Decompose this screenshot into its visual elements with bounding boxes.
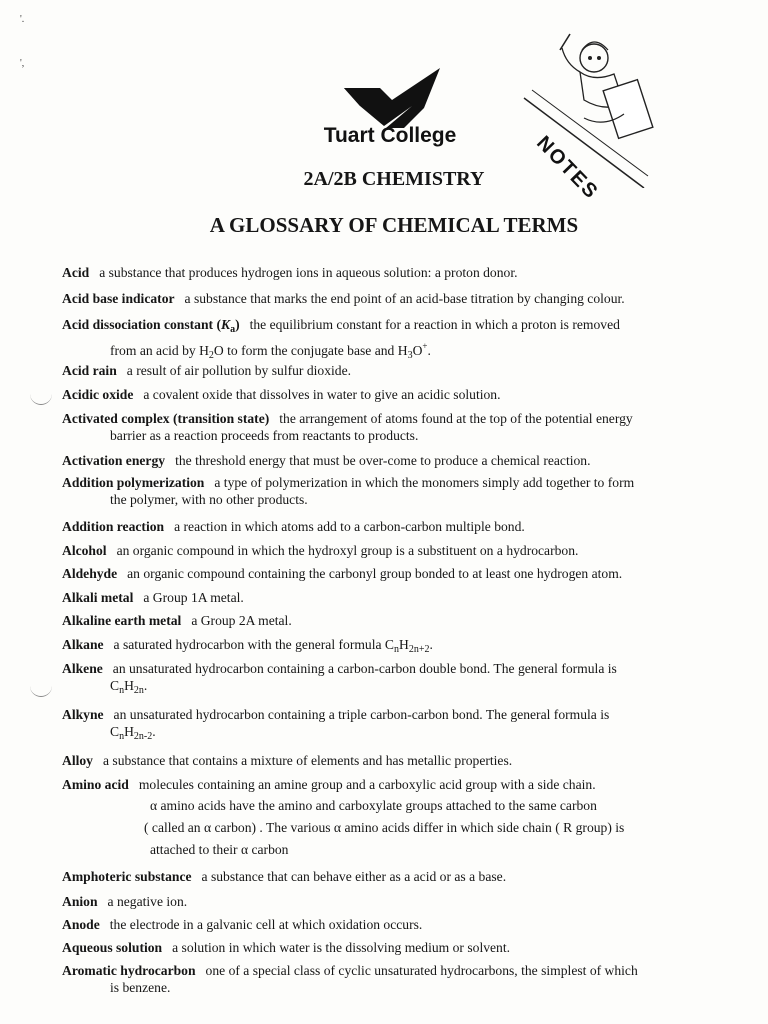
notes-cartoon [520, 28, 660, 188]
glossary-term: Aromatic hydrocarbon [62, 963, 196, 978]
glossary-entry [62, 565, 622, 582]
glossary-definition: a Group 2A metal. [191, 613, 292, 628]
glossary-term: Alkali metal [62, 590, 134, 605]
glossary-definition: an unsaturated hydrocarbon containing a triple carbon-carbon bond. The general formula is [113, 707, 610, 722]
glossary-entry [62, 962, 638, 996]
glossary-definition: an organic compound containing the carbonyl group bonded to at least one hydrogen atom. [127, 566, 623, 581]
glossary-entry [62, 589, 244, 606]
glossary-term: Addition reaction [62, 519, 165, 534]
glossary-definition: a result of air pollution by sulfur dioxide. [126, 363, 352, 378]
glossary-term: Alkaline earth metal [62, 613, 182, 628]
glossary-definition-cont: ( called an α carbon) . The various α amino acids differ in which side chain ( R group) is [144, 820, 625, 835]
glossary-term: Activation energy [62, 453, 166, 468]
glossary-term: Acid rain [62, 363, 117, 378]
glossary-definition: molecules containing an amine group and a carboxylic acid group with a side chain. [138, 777, 596, 792]
glossary-entry [62, 706, 609, 745]
scan-artifact-2 [30, 684, 52, 697]
glossary-definition-cont: from an acid by $H_2O$ to form the conjugate base and $H_3O^+$. [110, 341, 431, 361]
glossary-term: Anion [62, 894, 98, 909]
notes-badge: NOTES [532, 132, 603, 205]
glossary-term: Anode [62, 917, 100, 932]
glossary-definition: an unsaturated hydrocarbon containing a carbon-carbon double bond. The general formula is [112, 661, 617, 676]
glossary-entry [62, 518, 525, 535]
glossary-definition: a type of polymerization in which the monomers simply add together to form [214, 475, 635, 490]
glossary-definition: a covalent oxide that dissolves in water to give an acidic solution. [143, 387, 501, 402]
glossary-term: Aqueous solution [62, 940, 163, 955]
glossary-entry [62, 868, 506, 885]
glossary-entry [62, 916, 422, 933]
glossary-entry [62, 752, 512, 769]
glossary-entry [62, 636, 433, 658]
course-title: 2A/2B CHEMISTRY [303, 168, 485, 190]
glossary-term: Alloy [62, 753, 93, 768]
glossary-definition-cont: barrier as a reaction proceeds from reactants to products. [110, 428, 419, 443]
glossary-definition: the electrode in a galvanic cell at which oxidation occurs. [109, 917, 423, 932]
glossary-definition: the arrangement of atoms found at the top of the potential energy [279, 411, 633, 426]
glossary-term: Addition polymerization [62, 475, 205, 490]
glossary-definition: a Group 1A metal. [143, 590, 244, 605]
page-title: A GLOSSARY OF CHEMICAL TERMS [209, 213, 579, 237]
glossary-definition-cont: $C_nH_{2n-2}$. [110, 724, 156, 742]
glossary-definition-cont: $C_nH_{2n}$. [110, 678, 148, 696]
scan-mark-1: '. [20, 14, 25, 25]
glossary-definition: the threshold energy that must be over-come to produce a chemical reaction. [175, 453, 591, 468]
glossary-definition: a negative ion. [107, 894, 188, 909]
scan-artifact-1 [30, 392, 52, 405]
glossary-entry [62, 893, 187, 910]
glossary-definition: the equilibrium constant for a reaction in which a proton is removed [249, 317, 620, 332]
glossary-definition: a saturated hydrocarbon with the general formula $C_nH_{2n+2}$. [113, 637, 433, 655]
glossary-term: Acid base indicator [62, 291, 175, 306]
glossary-entry [62, 776, 624, 858]
glossary-term: Amphoteric substance [62, 869, 192, 884]
college-name: Tuart College [323, 124, 457, 147]
glossary-definition: a substance that produces hydrogen ions in aqueous solution: a proton donor. [99, 265, 518, 280]
glossary-term: Aldehyde [62, 566, 118, 581]
glossary-entry [62, 316, 620, 364]
glossary-term: Activated complex (transition state) [62, 411, 270, 426]
college-logo [340, 66, 442, 128]
glossary-entry [62, 410, 633, 444]
glossary-definition-cont: the polymer, with no other products. [110, 492, 308, 507]
glossary-term: Alcohol [62, 543, 107, 558]
glossary-definition: a substance that marks the end point of an acid-base titration by changing colour. [184, 291, 625, 306]
glossary-entry [62, 939, 510, 956]
glossary-entry [62, 474, 634, 508]
glossary-entry [62, 612, 292, 629]
glossary-term: Alkene [62, 661, 103, 676]
glossary-term: Amino acid [62, 777, 129, 792]
glossary-term: Acidic oxide [62, 387, 134, 402]
glossary-definition: a solution in which water is the dissolving medium or solvent. [172, 940, 511, 955]
glossary-definition: an organic compound in which the hydroxyl group is a substituent on a hydrocarbon. [116, 543, 579, 558]
glossary-entry [62, 452, 591, 469]
scan-mark-2: ', [20, 58, 25, 69]
glossary-definition-cont: attached to their α carbon [150, 842, 289, 857]
glossary-term: Alkane [62, 637, 104, 652]
glossary-term: Acid dissociation constant $(K_a)$ [62, 317, 240, 335]
glossary-term: Acid [62, 265, 90, 280]
glossary-definition: one of a special class of cyclic unsaturated hydrocarbons, the simplest of which [205, 963, 638, 978]
glossary-definition-cont: α amino acids have the amino and carboxylate groups attached to the same carbon [150, 798, 597, 813]
glossary-definition: a reaction in which atoms add to a carbon-carbon multiple bond. [174, 519, 525, 534]
glossary-entry [62, 660, 617, 699]
glossary-entry [62, 264, 518, 281]
glossary-definition-cont: is benzene. [110, 980, 171, 995]
glossary-definition: a substance that can behave either as a acid or as a base. [201, 869, 507, 884]
glossary-entry [62, 290, 625, 307]
glossary-definition: a substance that contains a mixture of elements and has metallic properties. [102, 753, 513, 768]
glossary-entry [62, 542, 578, 559]
glossary-entry [62, 386, 501, 403]
glossary-term: Alkyne [62, 707, 104, 722]
glossary-entry [62, 362, 351, 379]
